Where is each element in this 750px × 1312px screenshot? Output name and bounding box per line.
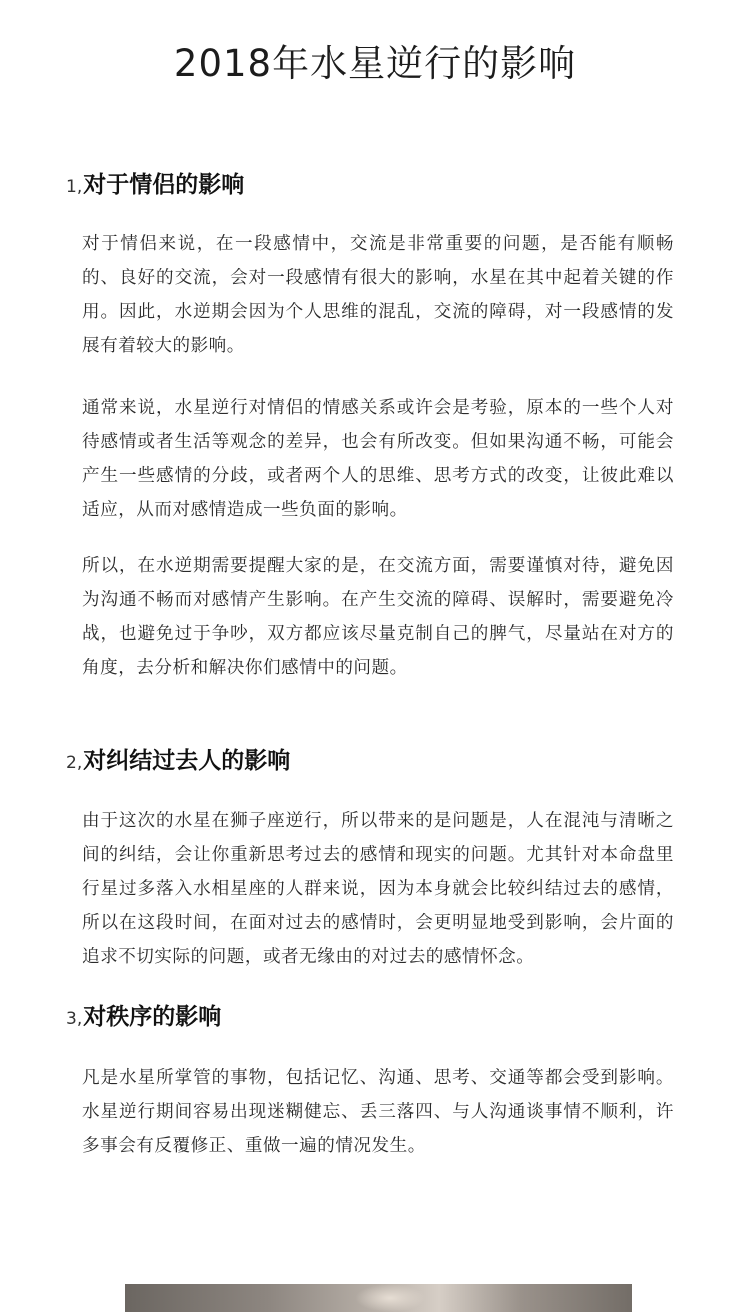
section-title: 对于情侣的影响 (83, 172, 245, 198)
paragraph: 所以，在水逆期需要提醒大家的是，在交流方面，需要谨慎对待，避免因为沟通不畅而对感情产生影响。在产生交流的障碍、误解时，需要避免冷战，也避免过于争吵，双方都应该尽量克制自己的脾气，尽量站在对方的角度，去分析和解决你们感情中的问题。 (82, 556, 674, 678)
section-heading-couples (66, 167, 244, 203)
section-number: 1, (66, 177, 83, 197)
section-title: 对纠结过去人的影响 (83, 748, 291, 774)
paragraph: 对于情侣来说，在一段感情中，交流是非常重要的问题，是否能有顺畅的、良好的交流，会对一段感情有很大的影响，水星在其中起着关键的作用。因此，水逆期会因为个人思维的混乱，交流的障碍，对一段感情的发展有着较大的影响。 (82, 234, 674, 356)
section-number: 2, (66, 753, 83, 773)
paragraph: 凡是水星所掌管的事物，包括记忆、沟通、思考、交通等都会受到影响。水星逆行期间容易出现迷糊健忘、丢三落四、与人沟通谈事情不顺利，许多事会有反覆修正、重做一遍的情况发生。 (82, 1068, 674, 1156)
section-heading-order (66, 999, 221, 1035)
section-heading-past-relationships (66, 743, 290, 779)
photo-highlight (355, 1284, 425, 1312)
article-photo (125, 1284, 632, 1312)
section-title: 对秩序的影响 (83, 1004, 222, 1030)
paragraph: 由于这次的水星在狮子座逆行，所以带来的是问题是，人在混沌与清晰之间的纠结，会让你重新思考过去的感情和现实的问题。尤其针对本命盘里行星过多落入水相星座的人群来说，因为本身就会比较纠结过去的感情，所以在这段时间，在面对过去的感情时，会更明显地受到影响，会片面的追求不切实际的问题，或者无缘由的对过去的感情怀念。 (82, 811, 674, 967)
page-title: 2018年水星逆行的影响 (173, 42, 577, 85)
paragraph: 通常来说，水星逆行对情侣的情感关系或许会是考验，原本的一些个人对待感情或者生活等观念的差异，也会有所改变。但如果沟通不畅，可能会产生一些感情的分歧，或者两个人的思维、思考方式的改变，让彼此难以适应，从而对感情造成一些负面的影响。 (82, 398, 674, 520)
section-number: 3, (66, 1009, 83, 1029)
